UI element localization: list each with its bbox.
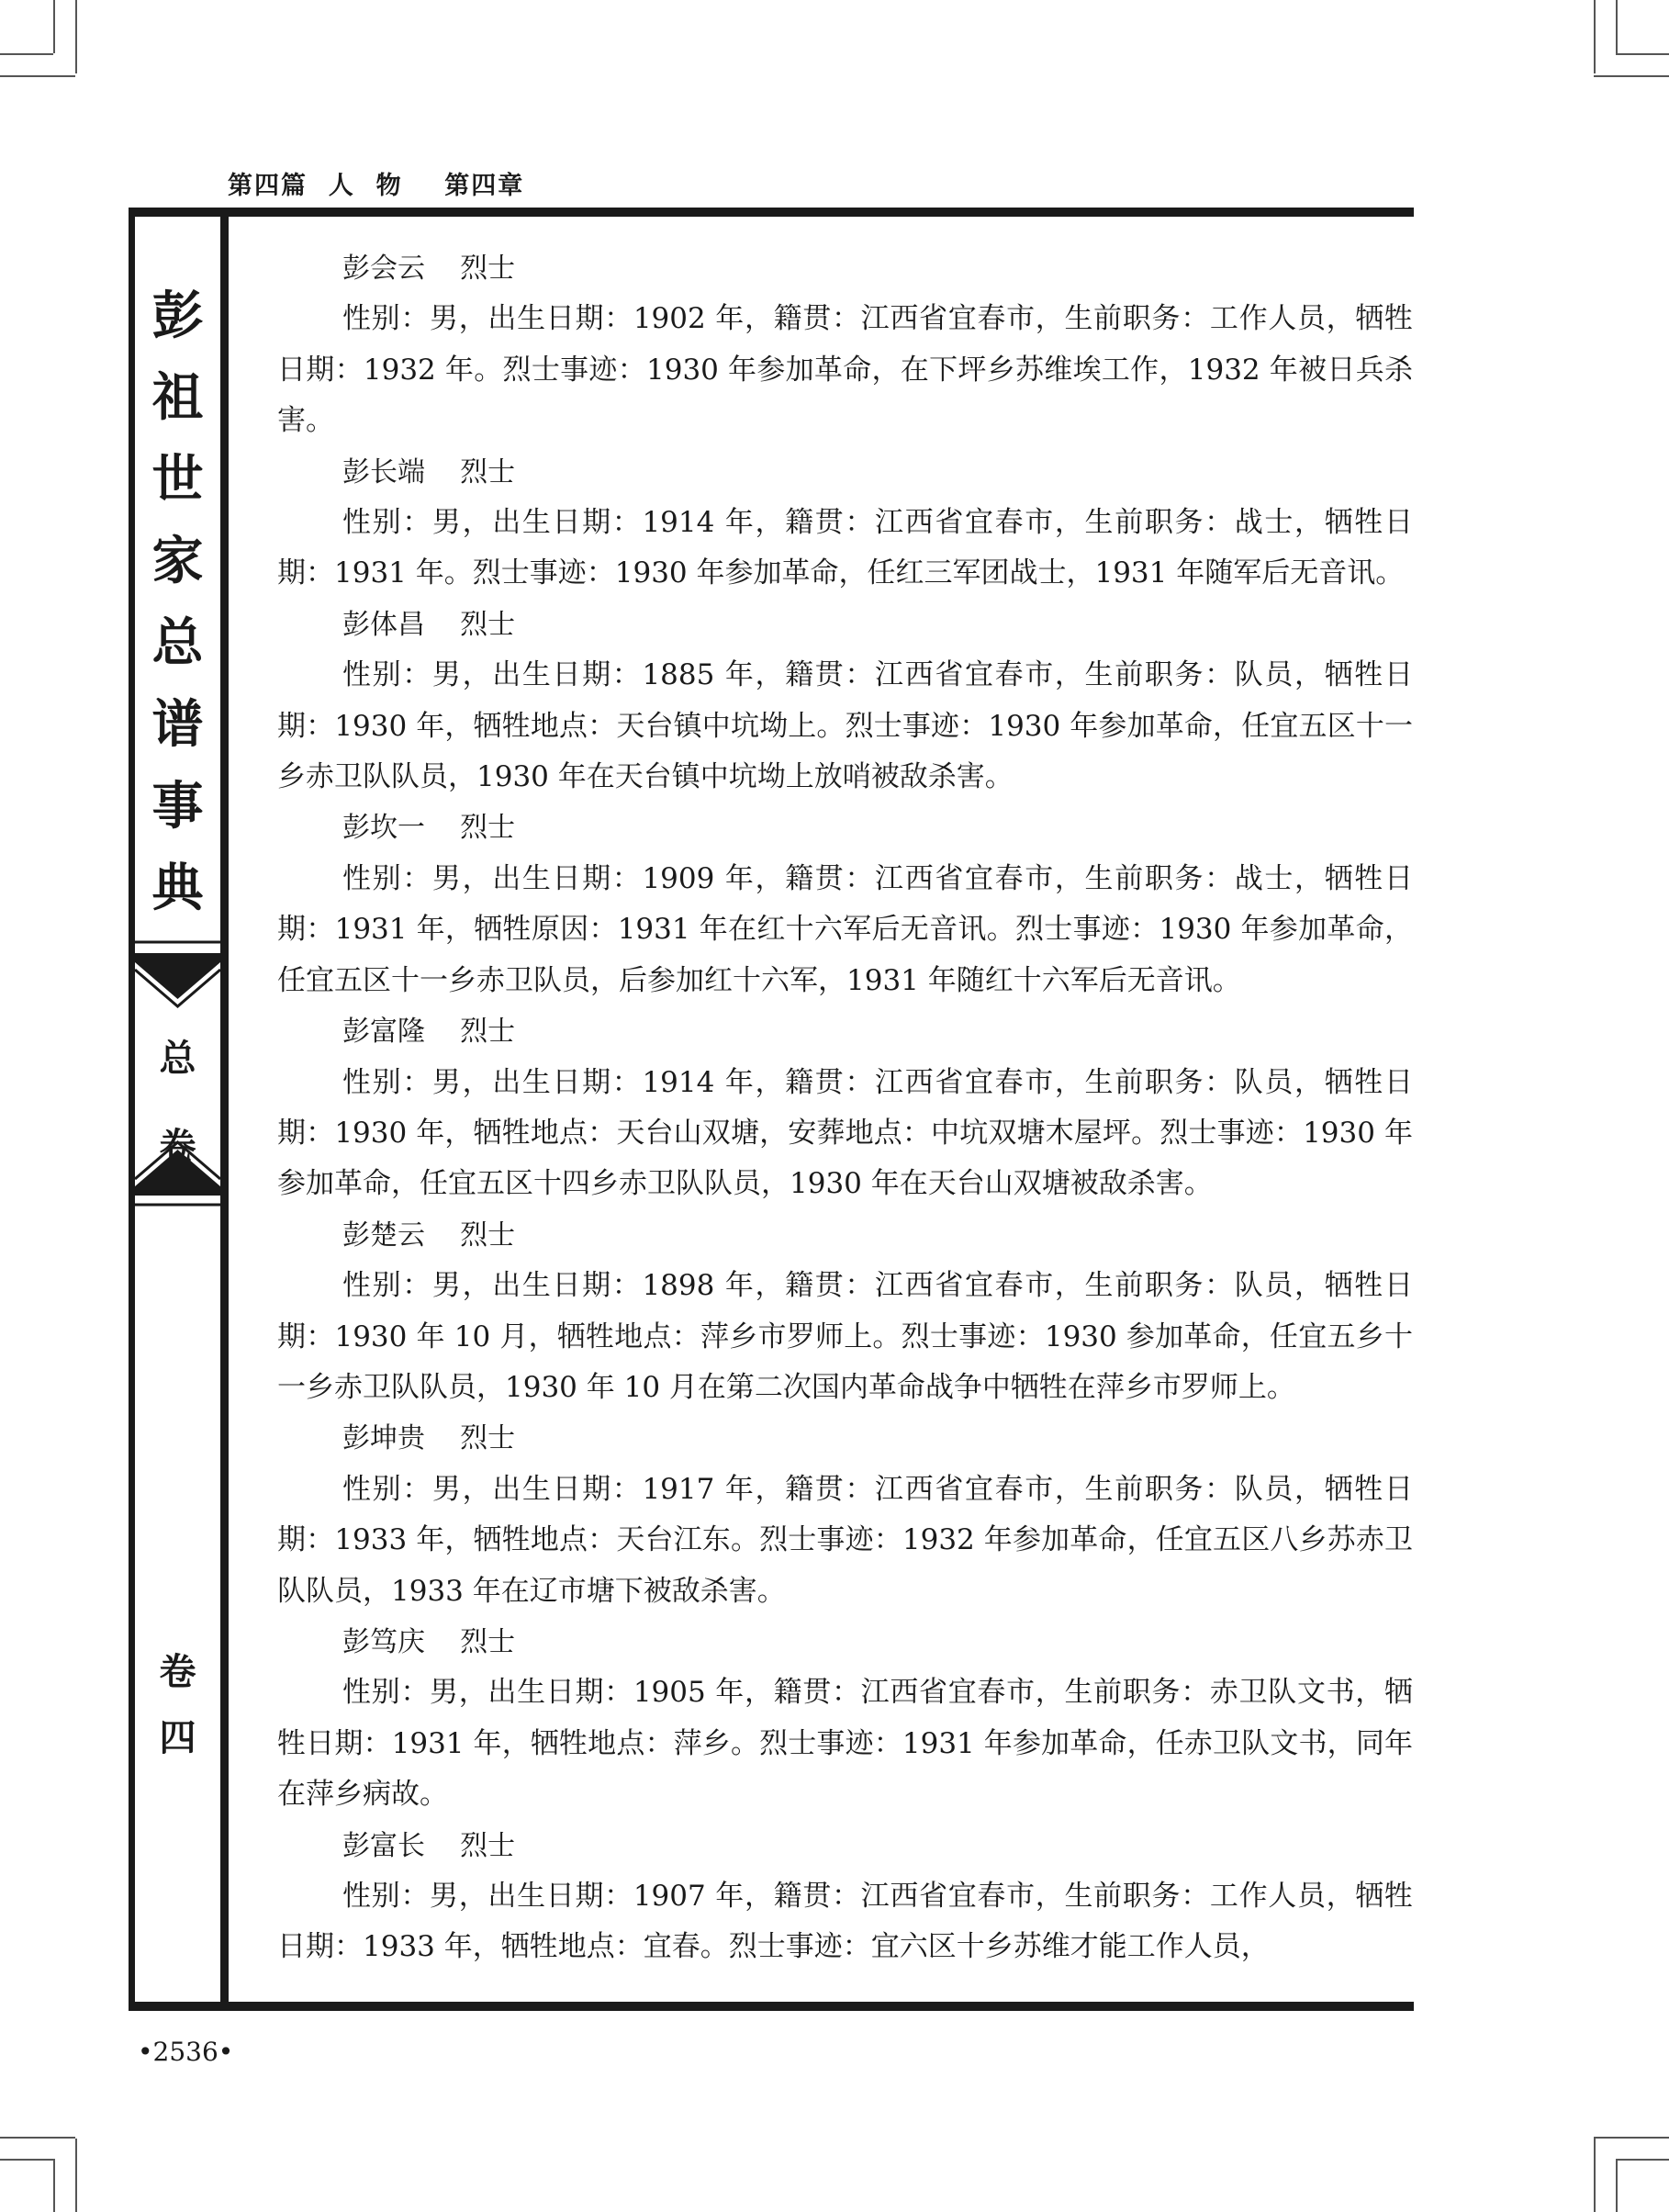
entry — [277, 1617, 1413, 1821]
entry-body: 性别：男，出生日期：1914 年，籍贯：江西省宜春市，生前职务：队员，牺牲日期：1930 年，牺牲地点：天台山双塘，安葬地点：中坑双塘木屋坪。烈士事迹：1930 年参加革命，任宜五区十四乡赤卫队队员，1930 年在天台山双塘被敌杀害。 — [277, 1065, 1413, 1201]
entry — [277, 447, 1413, 600]
side-title — [135, 275, 220, 929]
side-title-char: 谱 — [151, 694, 204, 755]
entry-body: 性别：男，出生日期：1914 年，籍贯：江西省宜春市，生前职务：战士，牺牲日期：1931 年。烈士事迹：1930 年参加革命，任红三军团战士，1931 年随军后无音讯。 — [277, 506, 1413, 590]
entry — [277, 243, 1413, 447]
entry-body: 性别：男，出生日期：1902 年，籍贯：江西省宜春市，生前职务：工作人员，牺牲日期：1932 年。烈士事迹：1930 年参加革命，在下坪乡苏维埃工作，1932 年被日兵杀害。 — [277, 302, 1413, 438]
entry — [277, 1210, 1413, 1414]
entry-name: 彭会云 烈士 — [342, 253, 516, 285]
section-label-char: 卷 — [159, 1651, 196, 1693]
crop-mark — [1594, 75, 1669, 77]
section-label-char: 四 — [159, 1717, 196, 1759]
running-head: 第四篇 人 物 第四章 — [228, 172, 525, 200]
entry — [277, 1006, 1413, 1210]
crop-mark — [0, 53, 53, 55]
side-title-char: 世 — [151, 449, 204, 510]
entry — [277, 1821, 1413, 1973]
crop-mark — [53, 2159, 55, 2212]
crop-mark — [1616, 2159, 1669, 2161]
entry-body: 性别：男，出生日期：1907 年，籍贯：江西省宜春市，生前职务：工作人员，牺牲日期：1933 年，牺牲地点：宜春。烈士事迹：宜六区十乡苏维才能工作人员， — [277, 1880, 1413, 1964]
page-number: •2536• — [138, 2037, 234, 2067]
side-title-char: 彭 — [151, 286, 204, 346]
entry-name: 彭富长 烈士 — [342, 1829, 516, 1862]
entry — [277, 600, 1413, 803]
crop-mark — [1594, 2137, 1669, 2139]
entry-name: 彭富隆 烈士 — [342, 1016, 516, 1049]
crop-mark — [53, 0, 55, 53]
side-title-char: 典 — [151, 858, 204, 918]
frame-bottom-rule — [129, 2002, 1414, 2011]
entry-body: 性别：男，出生日期：1909 年，籍贯：江西省宜春市，生前职务：战士，牺牲日期：1931 年，牺牲原因：1931 年在红十六军后无音讯。烈士事迹：1930 年参加革命，任宜五区十一乡赤卫队员，后参加红十六军，1931 年随红十六军后无音讯。 — [277, 861, 1413, 997]
entry-body: 性别：男，出生日期：1885 年，籍贯：江西省宜春市，生前职务：队员，牺牲日期：1930 年，牺牲地点：天台镇中坑坳上。烈士事迹：1930 年参加革命，任宜五区十一乡赤卫队队员，1930 年在天台镇中坑坳上放哨被敌杀害。 — [277, 658, 1413, 794]
crop-mark — [0, 75, 75, 77]
entry-name: 彭长端 烈士 — [342, 455, 516, 488]
entry-body: 性别：男，出生日期：1898 年，籍贯：江西省宜春市，生前职务：队员，牺牲日期：1930 年 10 月，牺牲地点：萍乡市罗师上。烈士事迹：1930 参加革命，任宜五乡十一乡赤卫队队员，1930 年 10 月在第二次国内革命战争中牺牲在萍乡市罗师上。 — [277, 1269, 1413, 1404]
entry-body: 性别：男，出生日期：1905 年，籍贯：江西省宜春市，生前职务：赤卫队文书，牺牲日期：1931 年，牺牲地点：萍乡。烈士事迹：1931 年参加革命，任赤卫队文书，同年在萍乡病故。 — [277, 1676, 1413, 1812]
crop-mark — [1616, 53, 1669, 55]
crop-mark — [1594, 2139, 1596, 2212]
entry-name: 彭楚云 烈士 — [342, 1218, 516, 1252]
crop-mark — [1594, 0, 1596, 73]
crop-mark — [75, 0, 77, 73]
frame-top-rule — [129, 208, 1414, 217]
side-title-char: 事 — [151, 776, 204, 837]
crop-mark — [1616, 2159, 1618, 2212]
entry-name: 彭坎一 烈士 — [342, 812, 516, 845]
crop-mark — [1616, 0, 1618, 53]
side-title-char: 祖 — [151, 367, 204, 428]
volume-label-char: 总 — [159, 1038, 196, 1080]
volume-label-char: 卷 — [159, 1126, 196, 1168]
entry-name: 彭坤贵 烈士 — [342, 1422, 516, 1455]
volume-label — [135, 1015, 220, 1191]
frame-left-rule — [129, 208, 135, 2011]
side-title-char: 总 — [151, 612, 204, 673]
entry-body: 性别：男，出生日期：1917 年，籍贯：江西省宜春市，生前职务：队员，牺牲日期：1933 年，牺牲地点：天台江东。烈士事迹：1932 年参加革命，任宜五区八乡苏赤卫队队员，1933 年在辽市塘下被敌杀害。 — [277, 1472, 1413, 1608]
entry-name: 彭体昌 烈士 — [342, 608, 516, 641]
crop-mark — [0, 2159, 53, 2161]
frame-spine-rule — [220, 208, 229, 2011]
crop-mark — [0, 2137, 75, 2139]
side-title-char: 家 — [151, 531, 204, 591]
crop-mark — [75, 2139, 77, 2212]
entry-name: 彭笃庆 烈士 — [342, 1625, 516, 1658]
entry — [277, 803, 1413, 1006]
section-label — [135, 1639, 220, 1771]
entries-list — [277, 243, 1413, 1973]
entry — [277, 1413, 1413, 1617]
